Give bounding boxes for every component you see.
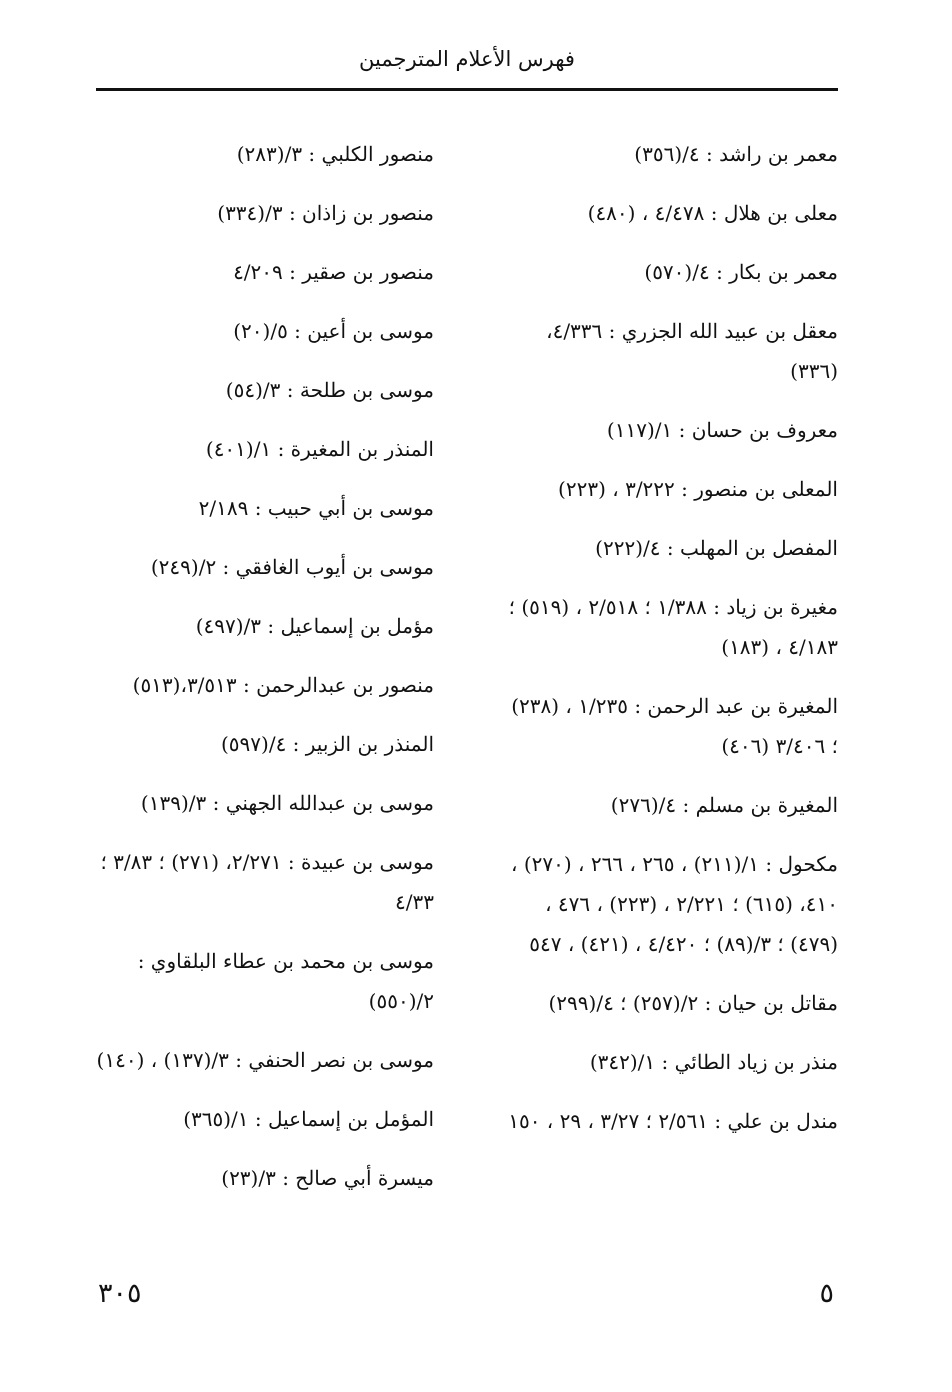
index-entry: المفصل بن المهلب : ٤/(٢٢٢) xyxy=(595,536,838,560)
index-entry: منصور بن عبدالرحمن : ٣/٥١٣،(٥١٣) xyxy=(132,673,434,697)
header-divider xyxy=(96,88,838,91)
index-entry: موسى بن نصر الحنفي : ٣/(١٣٧) ، (١٤٠) xyxy=(96,1048,434,1072)
index-entry: موسى بن محمد بن عطاء البلقاوي : ٢/(٥٥٠) xyxy=(137,949,434,1013)
index-entry: معروف بن حسان : ١/(١١٧) xyxy=(606,418,838,442)
index-entry: ميسرة أبي صالح : ٣/(٢٣) xyxy=(221,1166,434,1190)
index-entry: منذر بن زياد الطائي : ١/(٣٤٢) xyxy=(589,1050,838,1074)
index-column-right xyxy=(502,134,838,1160)
index-entry: موسى بن طلحة : ٣/(٥٤) xyxy=(225,378,434,402)
index-entry: مؤمل بن إسماعيل : ٣/(٤٩٧) xyxy=(195,614,434,638)
page-number: ٣٠٥ xyxy=(98,1278,142,1309)
index-entry: موسى بن أبي حبيب : ٢/١٨٩ xyxy=(198,496,434,520)
index-entry: منصور بن صقير : ٤/٢٠٩ xyxy=(233,260,434,284)
index-entry: معلى بن هلال : ٤/٤٧٨ ، (٤٨٠) xyxy=(587,201,838,225)
index-entry: معقل بن عبيد الله الجزري : ٤/٣٣٦، (٣٣٦) xyxy=(546,319,838,383)
section-number: ٥ xyxy=(819,1278,834,1309)
index-entry: منصور الكلبي : ٣/(٢٨٣) xyxy=(236,142,434,166)
index-entry: المعلى بن منصور : ٣/٢٢٢ ، (٢٢٣) xyxy=(558,477,838,501)
page-header-title: فهرس الأعلام المترجمين xyxy=(359,47,575,71)
index-entry: المؤمل بن إسماعيل : ١/(٣٦٥) xyxy=(183,1107,434,1131)
index-entry: المنذر بن الزبير : ٤/(٥٩٧) xyxy=(220,732,434,756)
index-entry: مقاتل بن حيان : ٢/(٢٥٧) ؛ ٤/(٢٩٩) xyxy=(548,991,838,1015)
index-entry: معمر بن راشد : ٤/(٣٥٦) xyxy=(634,142,838,166)
index-entry: معمر بن بكار : ٤/(٥٧٠) xyxy=(644,260,838,284)
index-entry: مندل بن علي : ٢/٥٦١ ؛ ٣/٢٧ ، ٢٩ ، ١٥٠ xyxy=(508,1109,838,1133)
index-entry: موسى بن أعين : ٥/(٢٠) xyxy=(233,319,434,343)
index-entry: مكحول : ١/(٢١١) ، ٢٦٥ ، ٢٦٦ ، (٢٧٠) ، ٤١٠، (٦١٥) ؛ ٢/٢٢١ ، (٢٢٣) ، ٤٧٦ ، (٤٧٩) ؛ ٣/(٨٩) ؛ ٤/٤٢٠ ، (٤٢١) ، ٥٤٧ xyxy=(511,852,838,956)
index-entry: المغيرة بن عبد الرحمن : ١/٢٣٥ ، (٢٣٨) ؛ ٣/٤٠٦ (٤٠٦) xyxy=(511,694,838,758)
index-entry: مغيرة بن زياد : ١/٣٨٨ ؛ ٢/٥١٨ ، (٥١٩) ؛ ٤/١٨٣ ، (١٨٣) xyxy=(508,595,838,659)
index-entry: موسى بن عبيدة : ٢/٢٧١، (٢٧١) ؛ ٣/٨٣ ؛ ٤/٣٣ xyxy=(100,850,434,914)
index-entry: منصور بن زاذان : ٣/(٣٣٤) xyxy=(217,201,434,225)
index-column-left xyxy=(90,134,434,1217)
index-entry: المنذر بن المغيرة : ١/(٤٠١) xyxy=(205,437,434,461)
index-entry: المغيرة بن مسلم : ٤/(٢٧٦) xyxy=(610,793,838,817)
index-entry: موسى بن أيوب الغافقي : ٢/(٢٤٩) xyxy=(150,555,434,579)
index-entry: موسى بن عبدالله الجهني : ٣/(١٣٩) xyxy=(140,791,434,815)
